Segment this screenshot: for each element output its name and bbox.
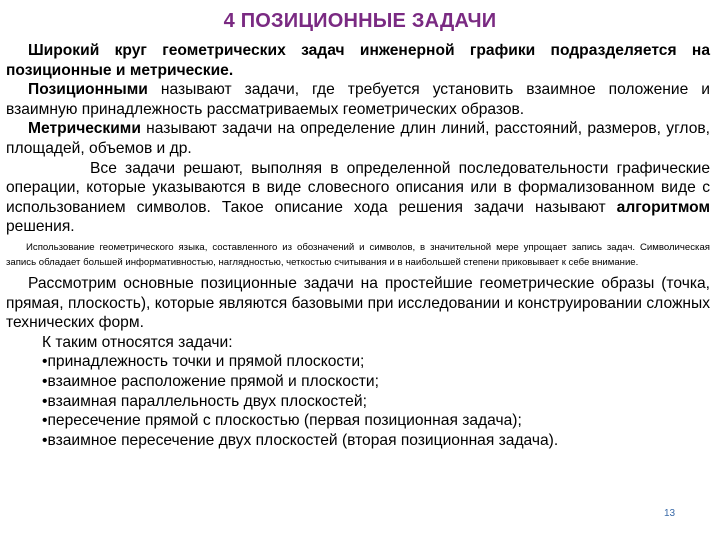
list-item: •взаимное расположение прямой и плоскости; bbox=[42, 372, 379, 390]
note-paragraph: Использование геометрического языка, составленного из обозначений и символов, в значительной мере упрощает запись задач. Символическая запись обладает большей информативностью, наглядностью, четкостью считывания и в наибольшей степени приковывает к себе внимание. bbox=[6, 241, 710, 268]
paragraph-basic-tasks: Рассмотрим основные позиционные задачи на простейшие геометрические образы (точка, прямая, плоскость), которые являются базовыми при исследовании и конструировании сложных технических форм. bbox=[6, 274, 710, 332]
list-intro: К таким относятся задачи: bbox=[42, 333, 233, 351]
task-list bbox=[6, 352, 710, 450]
positional-definition: называют задачи, где требуется установить взаимное положение и взаимную принадлежность рассматриваемых геометрических образов. bbox=[6, 81, 710, 118]
paragraph-positional bbox=[6, 80, 710, 119]
list-item: •принадлежность точки и прямой плоскости; bbox=[42, 353, 365, 371]
term-metric: Метрическими bbox=[28, 120, 141, 138]
algorithm-text: Все задачи решают, выполняя в определенной последовательности графические операции, которые указываются в виде словесного описания или в формализованном виде с использованием символов. Такое описание хода решения задачи называют bbox=[6, 159, 710, 216]
list-item: •взаимное пересечение двух плоскостей (вторая позиционная задача). bbox=[42, 431, 559, 449]
paragraph-algorithm bbox=[6, 159, 710, 237]
term-algorithm: алгоритмом bbox=[616, 198, 710, 216]
list-item: •пересечение прямой с плоскостью (первая позиционная задача); bbox=[42, 412, 522, 430]
metric-definition: называют задачи на определение длин линий, расстояний, размеров, углов, площадей, объемов и др. bbox=[6, 120, 710, 157]
term-positional: Позиционными bbox=[28, 81, 148, 99]
paragraph-metric bbox=[6, 119, 710, 158]
slide-title: 4 ПОЗИЦИОННЫЕ ЗАДАЧИ bbox=[223, 10, 497, 32]
list-item: •взаимная параллельность двух плоскостей; bbox=[42, 392, 367, 410]
slide-body bbox=[6, 41, 710, 450]
page-number: 13 bbox=[664, 508, 676, 519]
algorithm-tail: решения. bbox=[6, 218, 75, 236]
paragraph-intro: Широкий круг геометрических задач инженерной графики подразделяется на позиционные и метрические. bbox=[6, 42, 710, 79]
